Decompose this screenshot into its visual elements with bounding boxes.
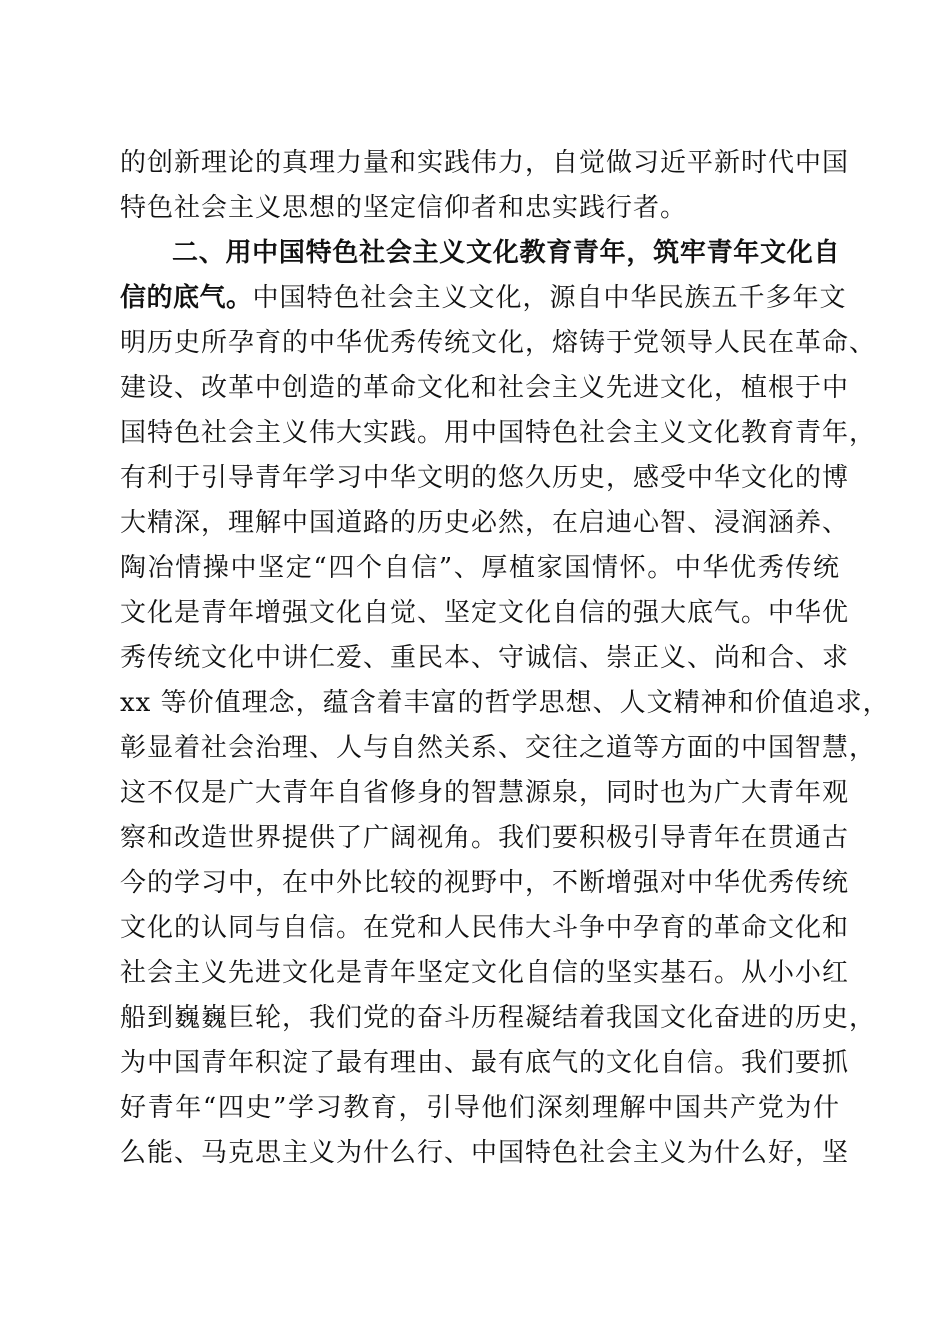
text-line: 今的学习中，在中外比较的视野中，不断增强对中华优秀传统 [120, 868, 850, 898]
text-line: 大精深，理解中国道路的历史必然，在启迪心智、浸润涵养、 [120, 508, 850, 538]
text-line: 文化的认同与自信。在党和人民伟大斗争中孕育的革命文化和 [120, 913, 850, 943]
text-line: 秀传统文化中讲仁爱、重民本、守诚信、崇正义、尚和合、求 [120, 643, 850, 673]
text-line: 好青年“四史”学习教育，引导他们深刻理解中国共产党为什 [120, 1093, 840, 1123]
text-line: 建设、改革中创造的革命文化和社会主义先进文化，植根于中 [120, 373, 850, 403]
section-heading: 二、用中国特色社会主义文化教育青年，筑牢青年文化自 [172, 238, 840, 268]
text-line: xx 等价值理念，蕴含着丰富的哲学思想、人文精神和价值追求， [120, 688, 890, 718]
text-line-mixed [120, 278, 847, 318]
text-line: 船到巍巍巨轮，我们党的奋斗历程凝结着我国文化奋进的历史， [120, 1003, 877, 1033]
text-line: 这不仅是广大青年自省修身的智慧源泉，同时也为广大青年观 [120, 778, 850, 808]
text-line: 察和改造世界提供了广阔视角。我们要积极引导青年在贯通古 [120, 823, 850, 853]
text-line: 么能、马克思主义为什么行、中国特色社会主义为什么好，坚 [120, 1138, 850, 1168]
text-line: 为中国青年积淀了最有理由、最有底气的文化自信。我们要抓 [120, 1048, 850, 1078]
text-line: 彰显着社会治理、人与自然关系、交往之道等方面的中国智慧， [120, 733, 877, 763]
section-heading-continuation: 信的底气。 [120, 283, 253, 313]
text-line: 的创新理论的真理力量和实践伟力，自觉做习近平新时代中国 [120, 148, 850, 178]
text-line: 陶冶情操中坚定“四个自信”、厚植家国情怀。中华优秀传统 [120, 553, 840, 583]
paragraph-text: 中国特色社会主义文化，源自中华民族五千多年文 [252, 283, 847, 313]
text-line: 特色社会主义思想的坚定信仰者和忠实践行者。 [120, 193, 688, 223]
text-line: 文化是青年增强文化自觉、坚定文化自信的强大底气。中华优 [120, 598, 850, 628]
text-line: 社会主义先进文化是青年坚定文化自信的坚实基石。从小小红 [120, 958, 850, 988]
text-line: 国特色社会主义伟大实践。用中国特色社会主义文化教育青年， [120, 418, 877, 448]
text-line: 明历史所孕育的中华优秀传统文化，熔铸于党领导人民在革命、 [120, 328, 877, 358]
text-line: 有利于引导青年学习中华文明的悠久历史，感受中华文化的博 [120, 463, 850, 493]
